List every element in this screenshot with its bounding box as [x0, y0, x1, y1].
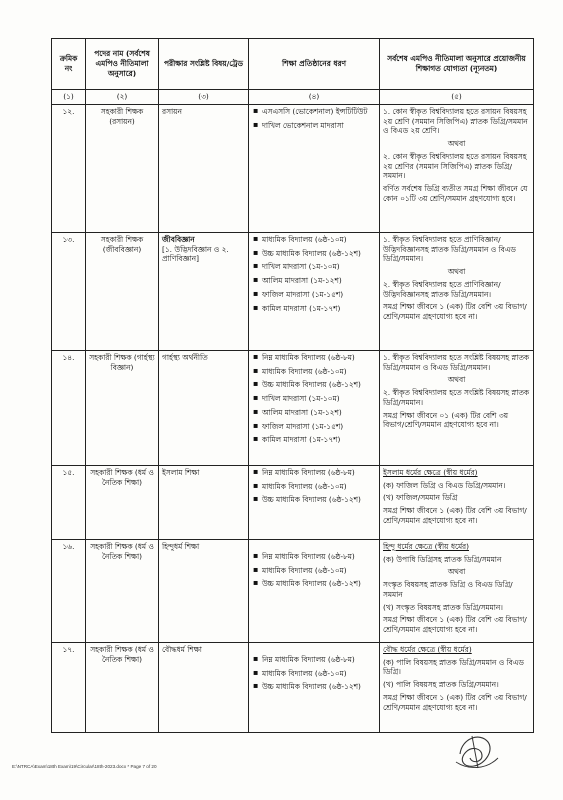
qualification-text: ২. স্বীকৃত বিশ্ববিদ্যালয় হতে সংশ্লিষ্ট বিষয়সহ স্নাতক ডিগ্রি/সমমান।: [383, 388, 530, 407]
list-item: ▪ আলিম মাদরাসা (১ম-১২শ): [252, 276, 376, 286]
qualification-text: (ক) পালি বিষয়সহ স্নাতক ডিগ্রি/সমমান ও বিএড ডিগ্রি।: [383, 657, 524, 677]
list-item: ▪ মাধ্যমিক বিদ্যালয় (৬ষ্ঠ-১০ম): [252, 482, 376, 492]
list-item: ▪ নিম্ন মাধ্যমিক বিদ্যালয় (৬ষ্ঠ-৮ম): [252, 353, 376, 363]
qualification-text: অথবা: [447, 567, 466, 577]
header-institution: শিক্ষা প্রতিষ্ঠানের ধরণ: [249, 39, 380, 90]
serial-cell: ১৭.: [52, 642, 86, 732]
qualification-text: ১. স্বীকৃত বিশ্ববিদ্যালয় হতে সংশ্লিষ্ট বিষয়সহ স্নাতক ডিগ্রি/সমমান ও বিএড ডিগ্রি/সমমান।: [383, 352, 530, 372]
header-qualification: সর্বশেষ এমপিও নীতিমালা অনুসারে প্রয়োজনীয় শিক্ষাগত যোগ্যতা (ন্যূনতম): [380, 39, 534, 90]
qualification-text: ২. স্বীকৃত বিশ্ববিদ্যালয় হতে প্রাণিবিজ্ঞান/উদ্ভিদবিজ্ঞানসহ স্নাতক ডিগ্রি/সমমান।: [383, 279, 501, 299]
column-number-row: [52, 90, 534, 105]
subject-extra: [১. উদ্ভিদবিজ্ঞান ও ২. প্রাণিবিজ্ঞান]: [162, 244, 229, 264]
subject-cell: [159, 232, 249, 350]
qualification-text: বর্ণিত সর্বশেষ ডিগ্রি ব্যতীত সমগ্র শিক্ষা জীবনে যে কোন ০১টি ৩য় শ্রেণি/সমমান গ্রহণযোগ্য হবে।: [383, 184, 528, 203]
post-cell: সহকারী শিক্ষক (রসায়ন): [86, 104, 159, 232]
list-item: ▪ দাখিল মাদরাসা (১ম-১০ম): [252, 394, 376, 404]
qualification-cell: [380, 232, 534, 350]
table-header-row: [52, 39, 534, 90]
list-item: ▪ মাধ্যমিক বিদ্যালয় (৬ষ্ঠ-১০ম): [252, 566, 376, 576]
col-number: (১): [52, 90, 86, 105]
qualification-text: সমগ্র শিক্ষা জীবনে ০১ (এক) টির বেশি ৩য় বিভাগ/শ্রেণি/সমমান গ্রহণযোগ্য হবে না।: [383, 410, 508, 430]
qualification-cell: [380, 539, 534, 642]
subject-name: বৌদ্ধধর্ম শিক্ষা: [162, 644, 202, 654]
list-item: ▪ উচ্চ মাধ্যমিক বিদ্যালয় (৬ষ্ঠ-১২শ): [252, 682, 376, 692]
table-row: [52, 642, 534, 732]
institution-cell: [249, 642, 380, 732]
subject-cell: [159, 350, 249, 465]
qualification-text: ১. কোন স্বীকৃত বিশ্ববিদ্যালয় হতে রসায়ন বিষয়সহ ২য় শ্রেণি (সমমান সিজিপিএ) স্নাতক ডিগ্রি/সমমান ও বিএড ২য় শ্রেণি।: [383, 106, 528, 136]
col-number: (৫): [380, 90, 534, 105]
subject-cell: [159, 539, 249, 642]
qualification-text: ১. স্বীকৃত বিশ্ববিদ্যালয় হতে প্রাণিবিজ্ঞান/উদ্ভিদবিজ্ঞানসহ স্নাতক ডিগ্রি/সমমান ও বিএড ডিগ্রি/সমমান।: [383, 234, 516, 264]
list-item: ▪ কামিল মাদরাসা (১ম-১৭শ): [252, 304, 376, 314]
list-item: ▪ মাধ্যমিক বিদ্যালয় (৬ষ্ঠ-১০ম): [252, 235, 376, 245]
list-item: ▪ নিম্ন মাধ্যমিক বিদ্যালয় (৬ষ্ঠ-৮ম): [252, 468, 376, 478]
post-cell: সহকারী শিক্ষক (গার্হস্থ্য বিজ্ঞান): [86, 350, 159, 465]
serial-cell: ১২.: [52, 104, 86, 232]
serial-cell: ১৬.: [52, 539, 86, 642]
qualification-text: (ক) উপাধি ডিগ্রিসহ স্নাতক ডিগ্রি/সমমান: [383, 554, 502, 564]
list-item: ▪ কামিল মাদরাসা (১ম-১৭শ): [252, 435, 376, 445]
post-cell: সহকারী শিক্ষক (ধর্ম ও নৈতিক শিক্ষা): [86, 465, 159, 539]
institution-cell: [249, 465, 380, 539]
qualification-cell: [380, 465, 534, 539]
file-path-footer: E:\NTRCA\Exam\18th Exam\19\Circular\18th-2023.docx * Page 7 of 20: [12, 764, 157, 769]
qualification-text: সমগ্র শিক্ষা জীবনে ১ (এক) টির বেশি ৩য় বিভাগ/শ্রেণি/সমমান গ্রহণযোগ্য হবে না।: [383, 692, 527, 712]
list-item: ▪ ফাজিল মাদরাসা (১ম-১৫শ): [252, 290, 376, 300]
table-row: [52, 465, 534, 539]
list-item: ▪ আলিম মাদরাসা (১ম-১২শ): [252, 408, 376, 418]
qualification-table: [51, 38, 534, 733]
qualification-text: সমগ্র শিক্ষা জীবনে ১ (এক) টির বেশি ৩য় বিভাগ/শ্রেণি/সমমান গ্রহণযোগ্য হবে না।: [383, 506, 527, 525]
col-number: (২): [86, 90, 159, 105]
qualification-text: (খ) পালি বিষয়সহ স্নাতক ডিগ্রি/সমমান।: [383, 680, 499, 690]
list-item: ▪ উচ্চ মাধ্যমিক বিদ্যালয় (৬ষ্ঠ-১২শ): [252, 495, 376, 505]
serial-cell: ১৩.: [52, 232, 86, 350]
list-item: ▪ মাধ্যমিক বিদ্যালয় (৬ষ্ঠ-১০ম): [252, 367, 376, 377]
list-item: ▪ নিম্ন মাধ্যমিক বিদ্যালয় (৬ষ্ঠ-৮ম): [252, 655, 376, 665]
qualification-text: অথবা: [447, 267, 466, 277]
qualification-text: সমগ্র শিক্ষা জীবনে ১ (এক) টির বেশি ৩য় বিভাগ/শ্রেণি/সমমান গ্রহণযোগ্য হবে না।: [383, 302, 527, 322]
header-serial: ক্রমিক নং: [52, 39, 86, 90]
table-row: [52, 539, 534, 642]
qualification-text: (ক) ফাজিল ডিগ্রি ও বিএড ডিগ্রি/সমমান।: [383, 480, 506, 490]
qualification-heading: হিন্দু ধর্মের ক্ষেত্রে (স্বীয় ধর্মের): [383, 541, 470, 551]
qualification-cell: [380, 642, 534, 732]
institution-cell: [249, 350, 380, 465]
list-item: ▪ উচ্চ মাধ্যমিক বিদ্যালয় (৬ষ্ঠ-১২শ): [252, 380, 376, 390]
table-row: [52, 232, 534, 350]
qualification-text: (খ) ফাজিল/সমমান ডিগ্রি: [383, 493, 458, 503]
subject-name: রসায়ন: [162, 106, 182, 116]
header-subject: পরীক্ষার সংশ্লিষ্ট বিষয়/ট্রেড: [159, 39, 249, 90]
table-row: [52, 350, 534, 465]
list-item: ▪ এসএসসি (ভোকেশনাল) ইন্সটিটিউট: [252, 107, 376, 117]
post-cell: সহকারী শিক্ষক (জীববিজ্ঞান): [86, 232, 159, 350]
qualification-text: অথবা: [447, 139, 466, 149]
qualification-text: ২. কোন স্বীকৃত বিশ্ববিদ্যালয় হতে রসায়ন বিষয়সহ ২য় শ্রেণির (সমমান সিজিপিএ) স্নাতক ডিগ্রি/সমমান।: [383, 151, 527, 181]
list-item: ▪ মাধ্যমিক বিদ্যালয় (৬ষ্ঠ-১০ম): [252, 669, 376, 679]
list-item: ▪ উচ্চ মাধ্যমিক বিদ্যালয় (৬ষ্ঠ-১২শ): [252, 249, 376, 259]
qualification-text: (খ) সংস্কৃত বিষয়সহ স্নাতক ডিগ্রি/সমমান।: [383, 602, 503, 612]
qualification-text: সমগ্র শিক্ষা জীবনে ১ (এক) টির বেশি ৩য় বিভাগ/শ্রেণি/সমমান গ্রহণযোগ্য হবে না।: [383, 615, 527, 635]
post-cell: সহকারী শিক্ষক (ধর্ম ও নৈতিক শিক্ষা): [86, 642, 159, 732]
signature-mark: [452, 728, 500, 774]
table-row: [52, 104, 534, 232]
subject-name: জীববিজ্ঞান: [162, 234, 195, 244]
col-number: (৪): [249, 90, 380, 105]
list-item: ▪ উচ্চ মাধ্যমিক বিদ্যালয় (৬ষ্ঠ-১২শ): [252, 579, 376, 589]
qualification-text: অথবা: [447, 375, 466, 385]
subject-name: হিন্দুধর্ম শিক্ষা: [162, 541, 200, 551]
subject-cell: [159, 104, 249, 232]
qualification-heading: বৌদ্ধ ধর্মের ক্ষেত্রে (স্বীয় ধর্মের): [383, 644, 472, 654]
list-item: ▪ নিম্ন মাধ্যমিক বিদ্যালয় (৬ষ্ঠ-৮ম): [252, 552, 376, 562]
subject-name: গার্হস্থ্য অর্থনীতি: [162, 352, 208, 362]
qualification-text: সংস্কৃত বিষয়সহ স্নাতক ডিগ্রি ও বিএড ডিগ্রি/সমমান: [383, 580, 513, 599]
header-post: পদের নাম (সর্বশেষ এমপিও নীতিমালা অনুসারে): [86, 39, 159, 90]
subject-cell: [159, 465, 249, 539]
list-item: ▪ দাখিল মাদরাসা (১ম-১০ম): [252, 262, 376, 272]
list-item: ▪ দাখিল ভোকেশনাল মাদরাসা: [252, 121, 376, 131]
qualification-heading: ইসলাম ধর্মের ক্ষেত্রে (স্বীয় ধর্মের): [383, 467, 478, 477]
institution-cell: [249, 104, 380, 232]
serial-cell: ১৪.: [52, 350, 86, 465]
col-number: (৩): [159, 90, 249, 105]
institution-cell: [249, 232, 380, 350]
post-cell: সহকারী শিক্ষক (ধর্ম ও নৈতিক শিক্ষা): [86, 539, 159, 642]
subject-name: ইসলাম শিক্ষা: [162, 467, 200, 477]
list-item: ▪ ফাজিল মাদরাসা (১ম-১৫শ): [252, 422, 376, 432]
subject-cell: [159, 642, 249, 732]
serial-cell: ১৫.: [52, 465, 86, 539]
institution-cell: [249, 539, 380, 642]
qualification-cell: [380, 104, 534, 232]
qualification-cell: [380, 350, 534, 465]
